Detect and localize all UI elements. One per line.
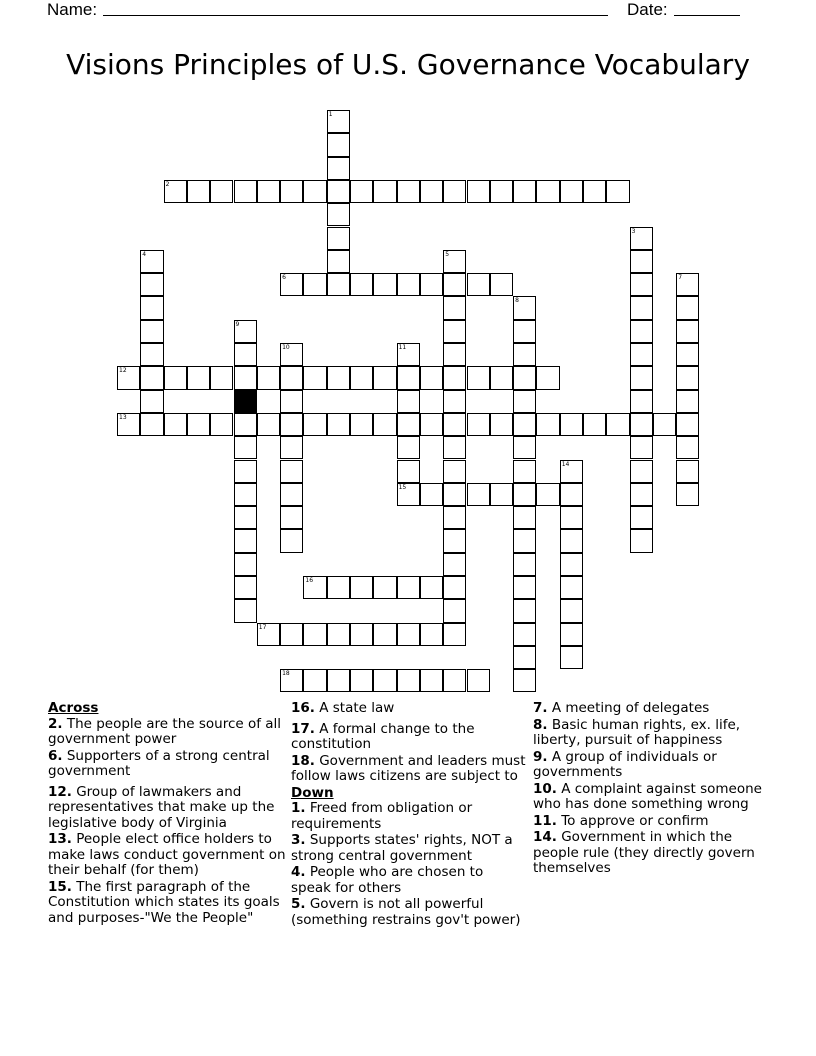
grid-cell[interactable] [397,413,420,436]
grid-cell[interactable] [443,343,466,366]
grid-cell[interactable] [513,623,536,646]
grid-cell[interactable] [630,366,653,389]
grid-cell[interactable] [420,576,443,599]
grid-cell[interactable] [443,390,466,413]
clue-down-10 [533,782,769,813]
cell-number: 2 [165,180,170,188]
grid-cell[interactable] [140,390,163,413]
clue-across-13 [48,832,286,879]
clue-number: 1. [291,800,306,816]
date-label: Date: [627,0,668,19]
cell-number: 18 [282,670,290,678]
clue-across-18 [291,754,527,785]
grid-cell[interactable] [303,669,326,692]
grid-cell[interactable] [397,669,420,692]
grid-cell[interactable] [327,133,350,156]
grid-cell[interactable] [234,506,257,529]
grid-cell[interactable] [513,180,536,203]
grid-cell[interactable] [630,460,653,483]
grid-cell[interactable] [513,460,536,483]
grid-cell[interactable] [280,623,303,646]
grid-cell[interactable] [140,366,163,389]
grid-cell[interactable] [327,203,350,226]
grid-cell[interactable] [350,180,373,203]
cell-number: 16 [305,577,314,584]
grid-cell[interactable] [280,413,303,436]
grid-cell[interactable] [140,273,163,296]
grid-cell[interactable] [676,366,699,389]
grid-cell[interactable] [513,343,536,366]
cell-number: 4 [142,250,147,258]
clue-text: The people are the source of all government power [48,715,282,747]
grid-cell[interactable] [513,599,536,622]
grid-cell[interactable] [420,366,443,389]
grid-cell[interactable] [280,390,303,413]
clue-across-15 [48,880,286,927]
grid-cell[interactable] [257,413,280,436]
grid-cell[interactable] [373,669,396,692]
grid-cell[interactable] [327,110,350,133]
grid-cell[interactable] [513,483,536,506]
clue-column-3 [533,701,769,878]
grid-cell[interactable] [397,483,420,506]
grid-cell[interactable] [350,366,373,389]
grid-cell[interactable] [280,529,303,552]
grid-cell[interactable] [234,413,257,436]
grid-cell[interactable] [676,343,699,366]
grid-cell[interactable] [513,529,536,552]
grid-cell[interactable] [234,553,257,576]
grid-cell[interactable] [513,506,536,529]
grid-cell[interactable] [397,343,420,366]
grid-cell[interactable] [467,273,490,296]
cell-number: 17 [258,623,267,631]
grid-cell[interactable] [327,157,350,180]
clue-text: Supports states' rights, NOT a strong central government [291,832,513,864]
clue-text: Govern is not all powerful (something restrains gov't power) [291,896,521,928]
grid-cell[interactable] [350,273,373,296]
grid-cell[interactable] [560,460,583,483]
grid-cell[interactable] [443,436,466,459]
clue-text: A complaint against someone who has done something wrong [533,780,762,812]
grid-cell[interactable] [676,483,699,506]
grid-cell[interactable] [560,576,583,599]
grid-cell[interactable] [210,180,233,203]
grid-cell[interactable] [327,669,350,692]
grid-cell[interactable] [140,296,163,319]
grid-cell[interactable] [234,460,257,483]
grid-cell[interactable] [164,413,187,436]
grid-cell[interactable] [630,296,653,319]
grid-cell[interactable] [280,506,303,529]
grid-cell[interactable] [676,320,699,343]
grid-cell[interactable] [373,180,396,203]
grid-cell[interactable] [327,227,350,250]
clue-number: 14. [533,829,557,845]
grid-cell[interactable] [303,180,326,203]
grid-cell[interactable] [117,366,140,389]
clue-down-8 [533,718,769,749]
grid-cell[interactable] [280,436,303,459]
grid-cell[interactable] [234,320,257,343]
grid-cell[interactable] [397,180,420,203]
grid-cell[interactable] [327,576,350,599]
cell-number: 14 [561,460,570,468]
clue-text: Government and leaders must follow laws citizens are subject to [291,752,526,784]
grid-cell[interactable] [630,483,653,506]
grid-cell[interactable] [443,180,466,203]
clue-text: Supporters of a strong central government [48,747,270,779]
grid-cell[interactable] [630,227,653,250]
grid-cell[interactable] [327,250,350,273]
grid-cell[interactable] [140,320,163,343]
grid-cell[interactable] [653,413,676,436]
grid-cell[interactable] [443,460,466,483]
grid-cell[interactable] [280,273,303,296]
grid-cell[interactable] [513,576,536,599]
clue-number: 8. [533,716,548,733]
grid-cell[interactable] [676,273,699,296]
grid-cell[interactable] [420,273,443,296]
grid-cell[interactable] [420,623,443,646]
grid-cell[interactable] [187,413,210,436]
grid-cell[interactable] [560,529,583,552]
grid-cell[interactable] [443,296,466,319]
grid-cell[interactable] [467,413,490,436]
grid-cell[interactable] [583,180,606,203]
grid-cell[interactable] [676,460,699,483]
clue-down-11 [533,814,769,830]
grid-cell[interactable] [327,273,350,296]
grid-cell[interactable] [397,460,420,483]
clue-down-7 [533,701,769,717]
grid-cell[interactable] [443,576,466,599]
grid-cell[interactable] [327,623,350,646]
grid-cell[interactable] [234,436,257,459]
grid-cell[interactable] [443,506,466,529]
grid-cell[interactable] [630,506,653,529]
grid-cell[interactable] [234,366,257,389]
grid-cell[interactable] [467,483,490,506]
grid-cell[interactable] [560,180,583,203]
grid-cell[interactable] [560,506,583,529]
grid-cell[interactable] [350,576,373,599]
clue-text: A formal change to the constitution [291,720,475,752]
grid-cell[interactable] [350,623,373,646]
grid-cell[interactable] [560,599,583,622]
grid-cell[interactable] [280,343,303,366]
grid-cell[interactable] [513,390,536,413]
clue-across-6 [48,749,286,780]
grid-cell[interactable] [630,390,653,413]
grid-cell[interactable] [443,413,466,436]
grid-cell[interactable] [234,599,257,622]
grid-cell[interactable] [303,273,326,296]
clue-number: 4. [291,864,306,880]
grid-cell[interactable] [513,320,536,343]
name-label: Name: [47,0,98,19]
grid-cell[interactable] [560,483,583,506]
grid-cell[interactable] [187,180,210,203]
grid-cell[interactable] [280,460,303,483]
grid-cell[interactable] [583,413,606,436]
clue-number: 13. [48,831,72,847]
grid-cell[interactable] [187,366,210,389]
grid-cell[interactable] [630,436,653,459]
grid-cell[interactable] [234,483,257,506]
grid-cell[interactable] [140,250,163,273]
grid-cell[interactable] [490,273,513,296]
cell-number: 13 [119,413,127,421]
clue-number: 6. [48,747,63,764]
cell-number: 15 [398,483,407,491]
clue-down-5 [291,897,527,928]
cell-number: 9 [235,320,240,328]
grid-cell[interactable] [257,180,280,203]
clue-text: A meeting of delegates [551,700,710,716]
grid-cell[interactable] [327,366,350,389]
grid-cell[interactable] [303,366,326,389]
grid-cell[interactable] [443,320,466,343]
grid-cell[interactable] [513,366,536,389]
grid-cell[interactable] [467,669,490,692]
across-heading: Across [48,700,99,716]
grid-cell[interactable] [210,413,233,436]
grid-cell[interactable] [606,180,629,203]
grid-cell[interactable] [536,413,559,436]
grid-cell[interactable] [327,413,350,436]
grid-cell[interactable] [373,576,396,599]
clue-number: 3. [291,832,306,848]
cell-number: 5 [445,250,450,258]
grid-cell[interactable] [467,366,490,389]
clue-text: Basic human rights, ex. life, liberty, pursuit of happiness [533,716,741,748]
clue-text: Freed from obligation or requirements [291,800,473,832]
clue-across-12 [48,785,286,832]
grid-cell[interactable] [676,413,699,436]
grid-cell[interactable] [234,529,257,552]
grid-cell[interactable] [513,436,536,459]
grid-cell[interactable] [234,180,257,203]
grid-cell[interactable] [443,623,466,646]
page-title: Visions Principles of U.S. Governance Vocabulary [66,48,750,81]
grid-cell[interactable] [443,599,466,622]
grid-cell[interactable] [490,413,513,436]
cell-number: 7 [678,274,683,282]
grid-cell[interactable] [140,413,163,436]
clue-number: 17. [291,720,315,737]
grid-cell[interactable] [164,366,187,389]
grid-cell[interactable] [490,180,513,203]
grid-cell[interactable] [630,250,653,273]
clue-number: 5. [291,896,306,912]
grid-cell[interactable] [630,529,653,552]
grid-cell[interactable] [513,553,536,576]
clue-text: The first paragraph of the Constitution which states its goals and purposes-"We the People" [48,878,280,926]
grid-cell[interactable] [513,413,536,436]
down-heading: Down [291,784,334,801]
grid-cell[interactable] [280,669,303,692]
clue-text: To approve or confirm [561,812,709,829]
grid-cell[interactable] [303,576,326,599]
clue-across-2 [48,717,286,748]
clue-column-2 [291,701,527,929]
clue-column-1 [48,701,286,927]
grid-cell[interactable] [443,273,466,296]
grid-cell[interactable] [443,483,466,506]
grid-cell[interactable] [327,180,350,203]
clue-down-14 [533,830,769,877]
grid-cell[interactable] [420,180,443,203]
clue-text: A state law [319,700,395,716]
cell-number: 12 [119,367,127,375]
cell-number: 3 [631,227,636,235]
grid-cell[interactable] [397,273,420,296]
grid-cell[interactable] [560,553,583,576]
grid-cell[interactable] [513,296,536,319]
clue-number: 2. [48,715,63,732]
grid-cell[interactable] [397,623,420,646]
grid-cell[interactable] [280,180,303,203]
clue-text: A group of individuals or governments [533,748,717,780]
clue-number: 9. [533,748,548,765]
clue-number: 12. [48,783,72,800]
black-cell [234,390,257,413]
clue-across-16 [291,701,527,717]
grid-cell[interactable] [397,390,420,413]
grid-cell[interactable] [420,413,443,436]
clue-down-3 [291,833,527,864]
cell-number: 8 [515,297,519,305]
grid-cell[interactable] [676,296,699,319]
grid-cell[interactable] [630,273,653,296]
grid-cell[interactable] [443,553,466,576]
grid-cell[interactable] [397,576,420,599]
clue-down-4 [291,865,527,896]
grid-cell[interactable] [117,413,140,436]
grid-cell[interactable] [373,273,396,296]
grid-cell[interactable] [140,343,163,366]
grid-cell[interactable] [420,669,443,692]
grid-cell[interactable] [490,483,513,506]
grid-cell[interactable] [257,366,280,389]
clue-down-9 [533,750,769,781]
clue-number: 10. [533,780,557,797]
clue-text: People elect office holders to make laws conduct government on their behalf (for them) [48,831,286,878]
grid-cell[interactable] [257,623,280,646]
grid-cell[interactable] [630,413,653,436]
grid-cell[interactable] [560,623,583,646]
cell-number: 1 [328,111,333,118]
clue-number: 15. [48,878,72,895]
grid-cell[interactable] [560,413,583,436]
clue-down-1 [291,801,527,832]
grid-cell[interactable] [467,180,490,203]
grid-cell[interactable] [373,366,396,389]
clue-text: People who are chosen to speak for others [291,864,484,896]
grid-cell[interactable] [303,623,326,646]
cell-number: 11 [398,344,407,351]
grid-cell[interactable] [373,413,396,436]
clue-text: Government in which the people rule (they directly govern themselves [533,829,755,876]
grid-cell[interactable] [280,366,303,389]
grid-cell[interactable] [443,250,466,273]
clue-number: 7. [533,700,548,716]
clue-number: 18. [291,752,315,769]
clue-number: 16. [291,700,315,716]
grid-cell[interactable] [676,390,699,413]
grid-cell[interactable] [303,413,326,436]
grid-cell[interactable] [560,646,583,669]
grid-cell[interactable] [350,413,373,436]
grid-cell[interactable] [606,413,629,436]
grid-cell[interactable] [164,180,187,203]
grid-cell[interactable] [397,436,420,459]
grid-cell[interactable] [513,669,536,692]
grid-cell[interactable] [373,623,396,646]
grid-cell[interactable] [676,436,699,459]
clue-text: Group of lawmakers and representatives that make up the legislative body of Virginia [48,783,275,831]
grid-cell[interactable] [443,529,466,552]
grid-cell[interactable] [443,366,466,389]
grid-cell[interactable] [280,483,303,506]
grid-cell[interactable] [536,366,559,389]
grid-cell[interactable] [443,669,466,692]
grid-cell[interactable] [513,646,536,669]
clue-number: 11. [533,812,557,829]
grid-cell[interactable] [234,576,257,599]
grid-cell[interactable] [490,366,513,389]
grid-cell[interactable] [536,180,559,203]
grid-cell[interactable] [234,343,257,366]
grid-cell[interactable] [397,366,420,389]
grid-cell[interactable] [630,343,653,366]
cell-number: 10 [282,344,290,351]
grid-cell[interactable] [536,483,559,506]
cell-number: 6 [282,274,286,282]
grid-cell[interactable] [350,669,373,692]
clue-across-17 [291,722,527,753]
grid-cell[interactable] [420,483,443,506]
grid-cell[interactable] [630,320,653,343]
grid-cell[interactable] [210,366,233,389]
